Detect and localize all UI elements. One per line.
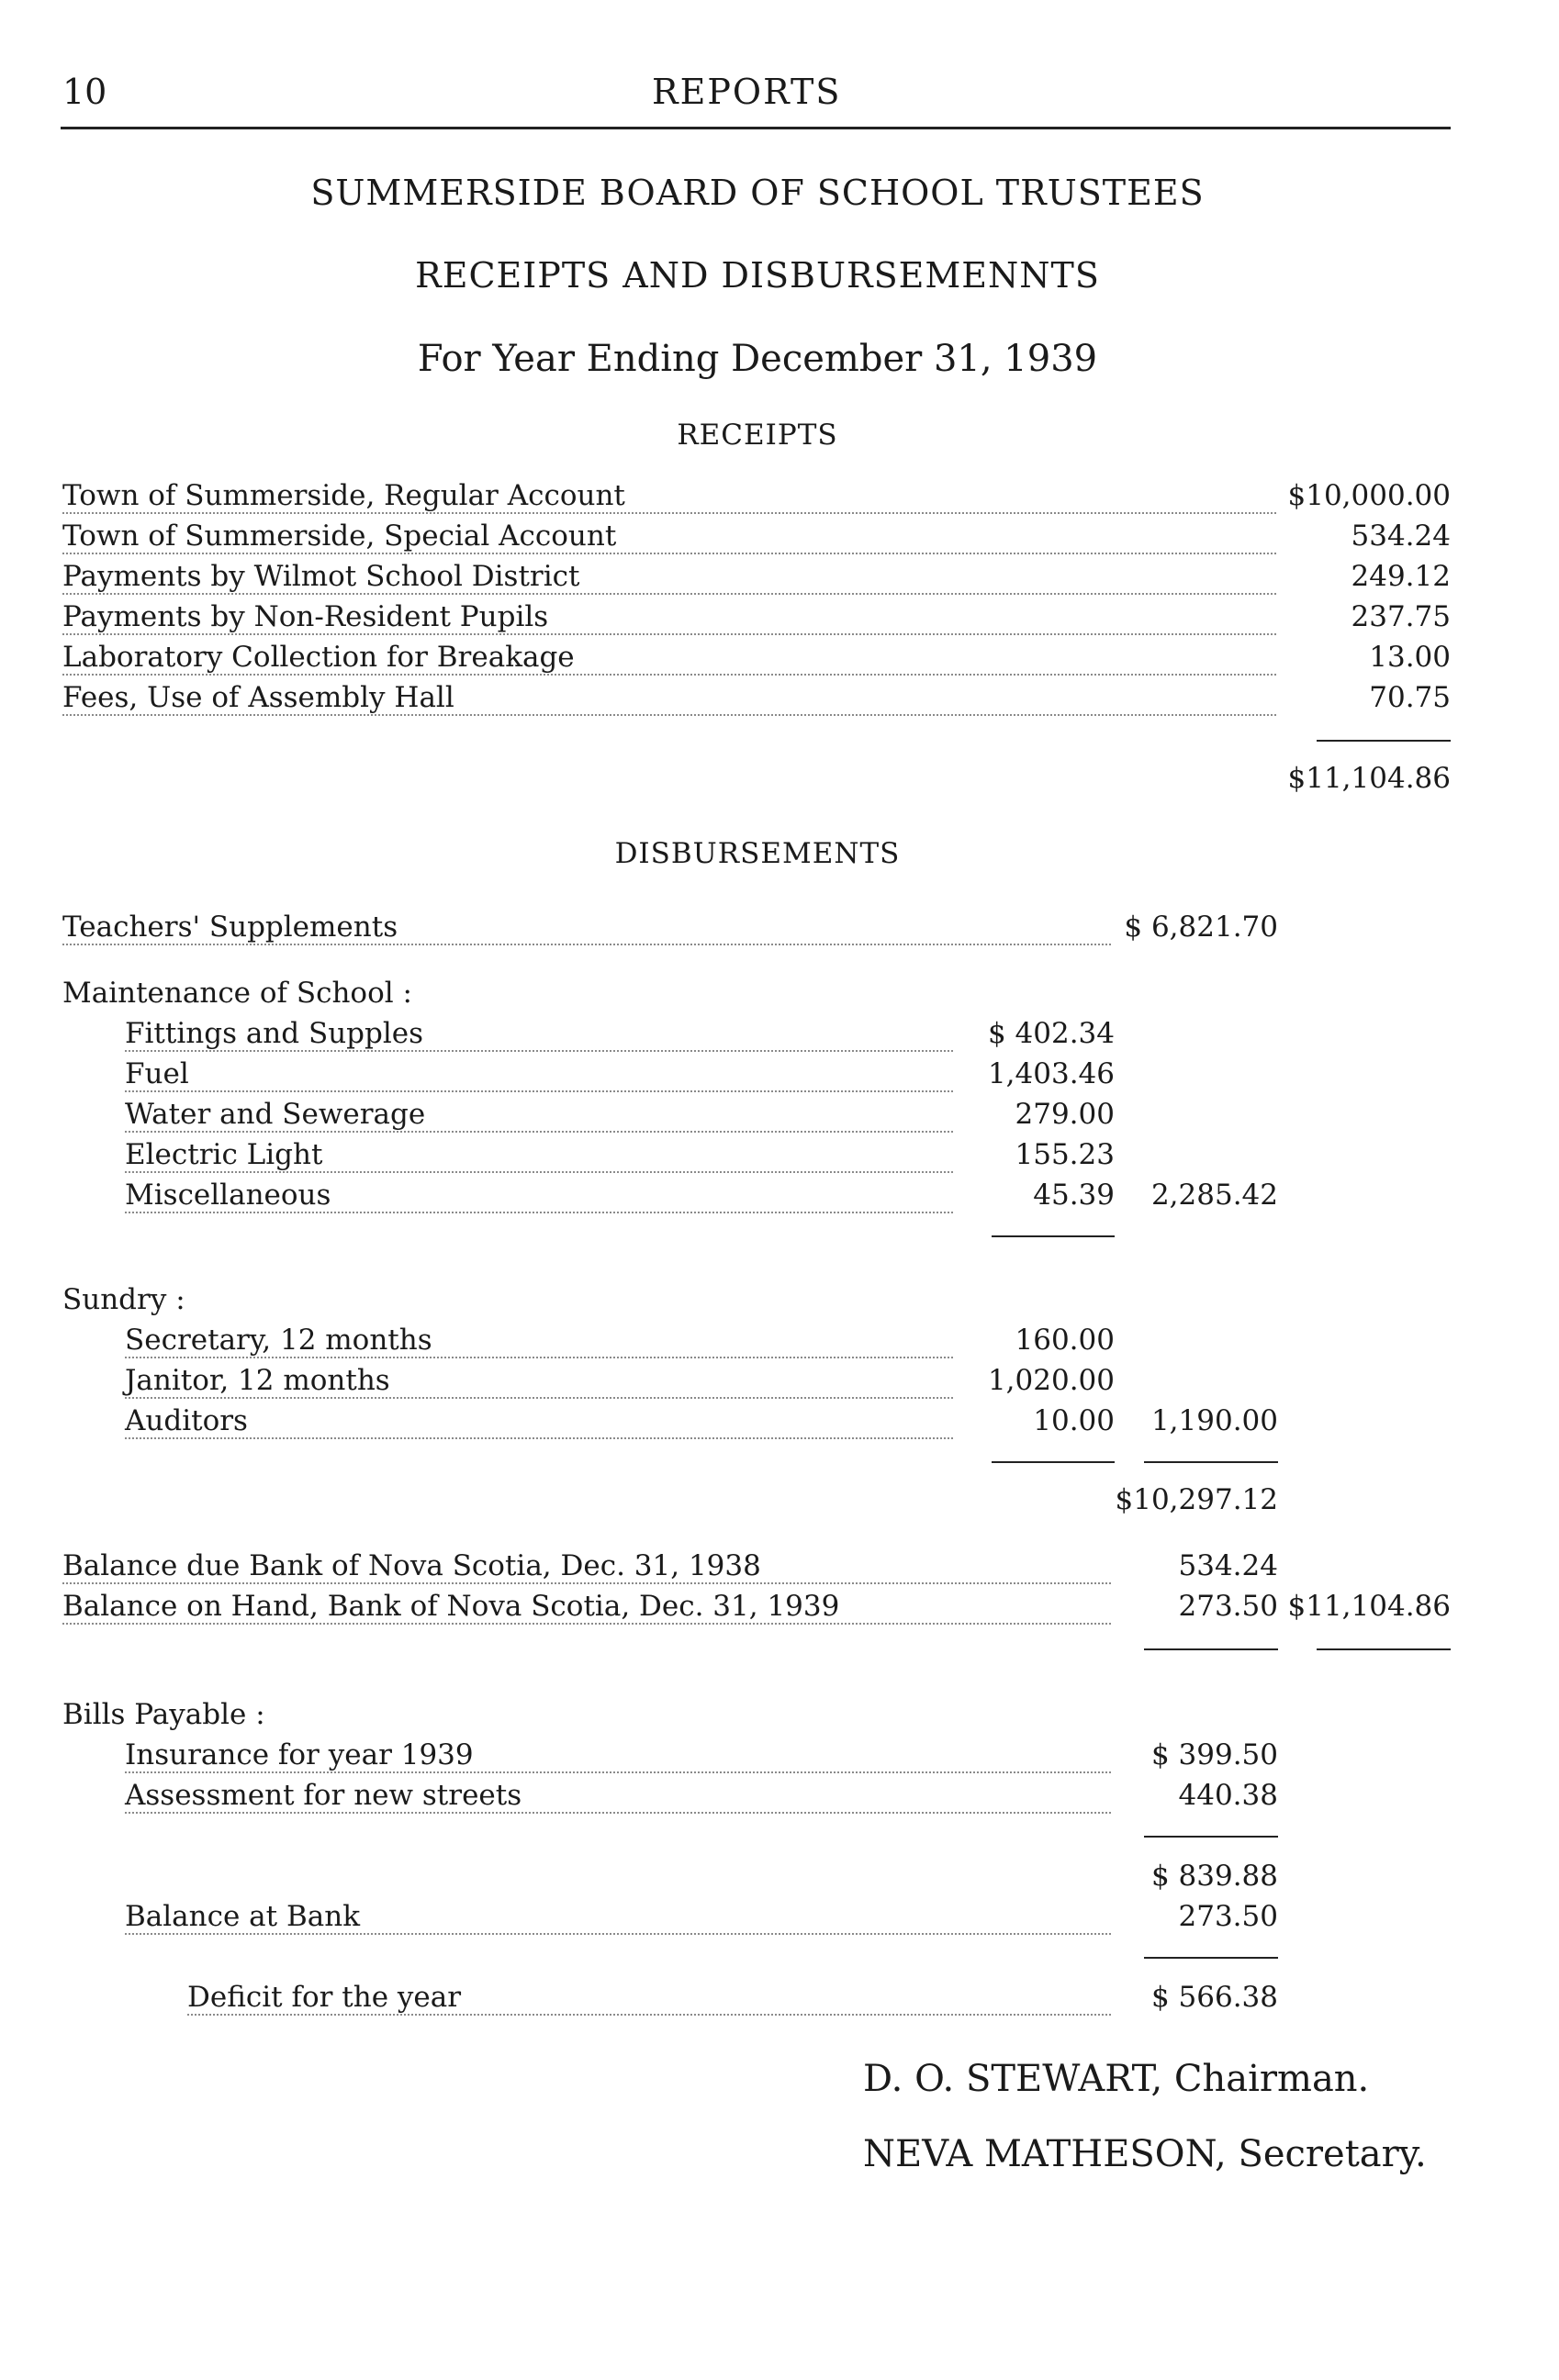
receipts-total-row	[0, 762, 1559, 799]
maintenance-label: Fuel	[125, 1057, 195, 1090]
sundry-subtotal: 1,190.00	[1150, 1404, 1278, 1437]
total-rule	[1317, 1648, 1451, 1650]
subtotal-rule	[992, 1461, 1115, 1463]
grand-total: $11,104.86	[1287, 1590, 1451, 1623]
maintenance-amount: 279.00	[1015, 1098, 1115, 1131]
bills-label: Insurance for year 1939	[125, 1738, 479, 1771]
receipt-label: Payments by Non-Resident Pupils	[62, 600, 554, 633]
bills-amount: $ 399.50	[1150, 1738, 1278, 1771]
maintenance-label: Miscellaneous	[125, 1179, 336, 1212]
bills-label: Assessment for new streets	[125, 1779, 527, 1812]
receipts-total: $11,104.86	[1287, 762, 1451, 795]
sundry-amount: 160.00	[1015, 1324, 1115, 1357]
disbursements-total-row	[0, 1483, 1559, 1520]
balance-hand-label: Balance on Hand, Bank of Nova Scotia, Dec. 31, 1939	[62, 1590, 845, 1623]
receipt-row	[0, 520, 1559, 556]
receipt-amount: $10,000.00	[1287, 479, 1451, 512]
report-period: For Year Ending December 31, 1939	[417, 338, 1098, 380]
bills-total: $ 839.88	[1150, 1860, 1278, 1893]
maintenance-label: Water and Sewerage	[125, 1098, 431, 1131]
balance-hand-amount: 273.50	[1178, 1590, 1278, 1623]
sundry-amount: 1,020.00	[987, 1364, 1115, 1397]
bills-heading: Bills Payable :	[62, 1698, 271, 1731]
maintenance-subtotal: 2,285.42	[1150, 1179, 1278, 1212]
secretary-signature: NEVA MATHESON, Secretary.	[863, 2133, 1427, 2175]
balance-bank-amount: 273.50	[1178, 1900, 1278, 1933]
disbursement-label: Teachers' Supplements	[62, 911, 403, 944]
receipt-amount: 534.24	[1351, 520, 1451, 553]
sundry-label: Auditors	[125, 1404, 253, 1437]
subtotal-rule	[992, 1235, 1115, 1237]
chairman-signature: D. O. STEWART, Chairman.	[863, 2058, 1370, 2100]
disbursements-heading: DISBURSEMENTS	[614, 837, 901, 870]
maintenance-heading: Maintenance of School :	[62, 977, 418, 1010]
maintenance-row	[0, 1179, 1559, 1215]
maintenance-row	[0, 1057, 1559, 1094]
total-rule	[1144, 1836, 1278, 1838]
disbursement-amount: $ 6,821.70	[1124, 911, 1278, 944]
balance-due-row	[0, 1549, 1559, 1586]
receipt-label: Fees, Use of Assembly Hall	[62, 681, 460, 714]
sundry-label: Secretary, 12 months	[125, 1324, 438, 1357]
receipt-amount: 237.75	[1351, 600, 1451, 633]
receipt-label: Town of Summerside, Special Account	[62, 520, 622, 553]
balance-due-label: Balance due Bank of Nova Scotia, Dec. 31, 1938	[62, 1549, 767, 1582]
sundry-row	[0, 1404, 1559, 1441]
bills-heading-row	[0, 1698, 1559, 1735]
total-rule	[1317, 740, 1451, 742]
dot-leader	[125, 1057, 953, 1092]
maintenance-row	[0, 1017, 1559, 1054]
receipt-amount: 13.00	[1369, 641, 1451, 674]
total-rule	[1144, 1648, 1278, 1650]
sundry-heading: Sundry :	[62, 1283, 191, 1316]
receipt-row	[0, 641, 1559, 677]
running-title: REPORTS	[652, 72, 842, 112]
receipt-row	[0, 560, 1559, 597]
report-subtitle: RECEIPTS AND DISBURSEMENNTS	[415, 255, 1100, 296]
receipt-amount: 70.75	[1369, 681, 1451, 714]
maintenance-amount: $ 402.34	[987, 1017, 1115, 1050]
maintenance-row	[0, 1098, 1559, 1134]
sundry-row	[0, 1324, 1559, 1360]
disbursements-total: $10,297.12	[1115, 1483, 1278, 1516]
receipt-row	[0, 681, 1559, 718]
maintenance-label: Electric Light	[125, 1138, 328, 1171]
bills-amount: 440.38	[1178, 1779, 1278, 1812]
disbursement-row	[0, 911, 1559, 947]
receipt-amount: 249.12	[1351, 560, 1451, 593]
maintenance-amount: 155.23	[1015, 1138, 1115, 1171]
bills-row	[0, 1738, 1559, 1775]
deficit-row	[0, 1981, 1559, 2017]
bills-row	[0, 1779, 1559, 1816]
balance-bank-row	[0, 1900, 1559, 1937]
sundry-row	[0, 1364, 1559, 1401]
page-number: 10	[62, 72, 107, 112]
report-title: SUMMERSIDE BOARD OF SCHOOL TRUSTEES	[310, 173, 1205, 213]
balance-due-amount: 534.24	[1178, 1549, 1278, 1582]
sundry-label: Janitor, 12 months	[125, 1364, 396, 1397]
balance-hand-row	[0, 1590, 1559, 1626]
sundry-amount: 10.00	[1033, 1404, 1115, 1437]
receipt-label: Town of Summerside, Regular Account	[62, 479, 631, 512]
sundry-heading-row	[0, 1283, 1559, 1320]
maintenance-row	[0, 1138, 1559, 1175]
receipt-row	[0, 600, 1559, 637]
maintenance-heading-row	[0, 977, 1559, 1013]
receipt-row	[0, 479, 1559, 516]
receipt-label: Payments by Wilmot School District	[62, 560, 585, 593]
maintenance-label: Fittings and Supples	[125, 1017, 429, 1050]
header-rule	[61, 127, 1451, 129]
receipt-label: Laboratory Collection for Breakage	[62, 641, 580, 674]
maintenance-amount: 1,403.46	[987, 1057, 1115, 1090]
deficit-label: Deficit for the year	[187, 1981, 466, 2014]
balance-bank-label: Balance at Bank	[125, 1900, 365, 1933]
bills-total-row	[0, 1860, 1559, 1896]
maintenance-amount: 45.39	[1033, 1179, 1115, 1212]
subtotal-rule	[1144, 1461, 1278, 1463]
receipts-heading: RECEIPTS	[677, 419, 838, 452]
total-rule	[1144, 1957, 1278, 1959]
deficit-amount: $ 566.38	[1150, 1981, 1278, 2014]
